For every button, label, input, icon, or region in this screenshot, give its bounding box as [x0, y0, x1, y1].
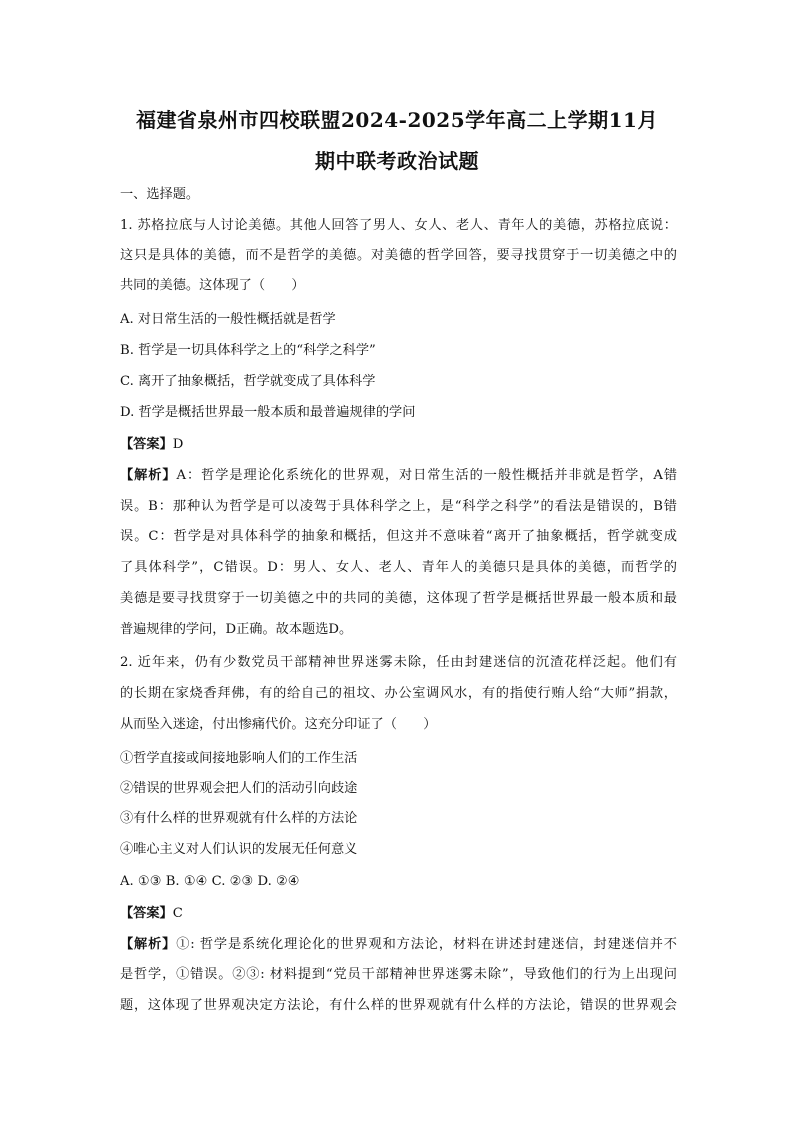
q2-options: A. ①③ B. ①④ C. ②③ D. ②④ [120, 874, 300, 889]
q2-analysis-line: 是哲学，①错误。②③: 材料提到“党员干部精神世界迷雾未除”，导致他们的行为上出现问 [120, 967, 677, 982]
q2-stem-line: 的长期在家烧香拜佛，有的给自己的祖坟、办公室调风水，有的指使行贿人给“大师”捐款， [120, 686, 677, 701]
q2-item: ④唯心主义对人们认识的发展无任何意义 [120, 842, 358, 857]
q1-analysis-line: 普遍规律的学问，D正确。故本题选D。 [120, 622, 353, 637]
q1-option-c: C. 离开了抽象概括，哲学就变成了具体科学 [120, 374, 376, 389]
document-title-line-1: 福建省泉州市四校联盟2024-2025学年高二上学期11月 [136, 108, 658, 132]
q2-stem-line: 从而坠入迷途，付出惨痛代价。这充分印证了（ ） [120, 717, 437, 732]
q2-answer-value: C [172, 906, 183, 921]
section-heading: 一、选择题。 [120, 187, 200, 202]
q1-answer [120, 436, 680, 454]
q1-analysis-text: A：哲学是理论化系统化的世界观，对日常生活的一般性概括并非就是哲学，A错 [176, 468, 677, 483]
q2-analysis-line: 题，这体现了世界观决定方法论，有什么样的世界观就有什么样的方法论，错误的世界观会 [120, 998, 677, 1013]
q1-option-d: D. 哲学是概括世界最一般本质和最普遍规律的学问 [120, 405, 416, 420]
q2-stem-line: 2. 近年来，仍有少数党员干部精神世界迷雾未除，任由封建迷信的沉渣花样泛起。他们有 [120, 655, 677, 670]
q2-analysis-label: 【解析】 [120, 937, 177, 952]
q1-answer-value: D [172, 437, 184, 452]
q1-stem-line: 这只是具体的美德，而不是哲学的美德。对美德的哲学回答，要寻找贯穿于一切美德之中的 [120, 248, 677, 263]
q1-analysis-line: 误。B：那种认为哲学是可以凌驾于具体科学之上，是“科学之科学”的看法是错误的，B错 [120, 499, 677, 514]
q2-answer-label: 【答案】 [120, 906, 173, 921]
document-title-line-2: 期中联考政治试题 [315, 149, 479, 173]
q1-analysis-line: 了具体科学”，C错误。D：男人、女人、老人、青年人的美德只是具体的美德，而哲学的 [120, 560, 677, 575]
q2-analysis-line [120, 936, 677, 954]
q1-option-a: A. 对日常生活的一般性概括就是哲学 [120, 312, 336, 327]
q1-analysis-line [120, 467, 677, 485]
q2-analysis-text: ①: 哲学是系统化理论化的世界观和方法论，材料在讲述封建迷信，封建迷信并不 [176, 937, 677, 952]
q2-answer [120, 905, 680, 923]
q1-analysis-label: 【解析】 [120, 468, 177, 483]
q1-option-b: B. 哲学是一切具体科学之上的“科学之科学” [120, 343, 376, 358]
q1-stem-line: 共同的美德。这体现了（ ） [120, 278, 305, 293]
q1-stem-line: 1. 苏格拉底与人讨论美德。其他人回答了男人、女人、老人、青年人的美德，苏格拉底说： [120, 218, 677, 233]
q2-item: ③有什么样的世界观就有什么样的方法论 [120, 811, 358, 826]
q1-answer-label: 【答案】 [120, 437, 173, 452]
q2-item: ①哲学直接或间接地影响人们的工作生活 [120, 751, 358, 766]
q1-analysis-line: 美德是要寻找贯穿于一切美德之中的共同的美德，这体现了哲学是概括世界最一般本质和最 [120, 591, 677, 606]
q1-analysis-line: 误。C：哲学是对具体科学的抽象和概括，但这并不意味着“离开了抽象概括，哲学就变成 [120, 529, 677, 544]
q2-item: ②错误的世界观会把人们的活动引向歧途 [120, 781, 358, 796]
